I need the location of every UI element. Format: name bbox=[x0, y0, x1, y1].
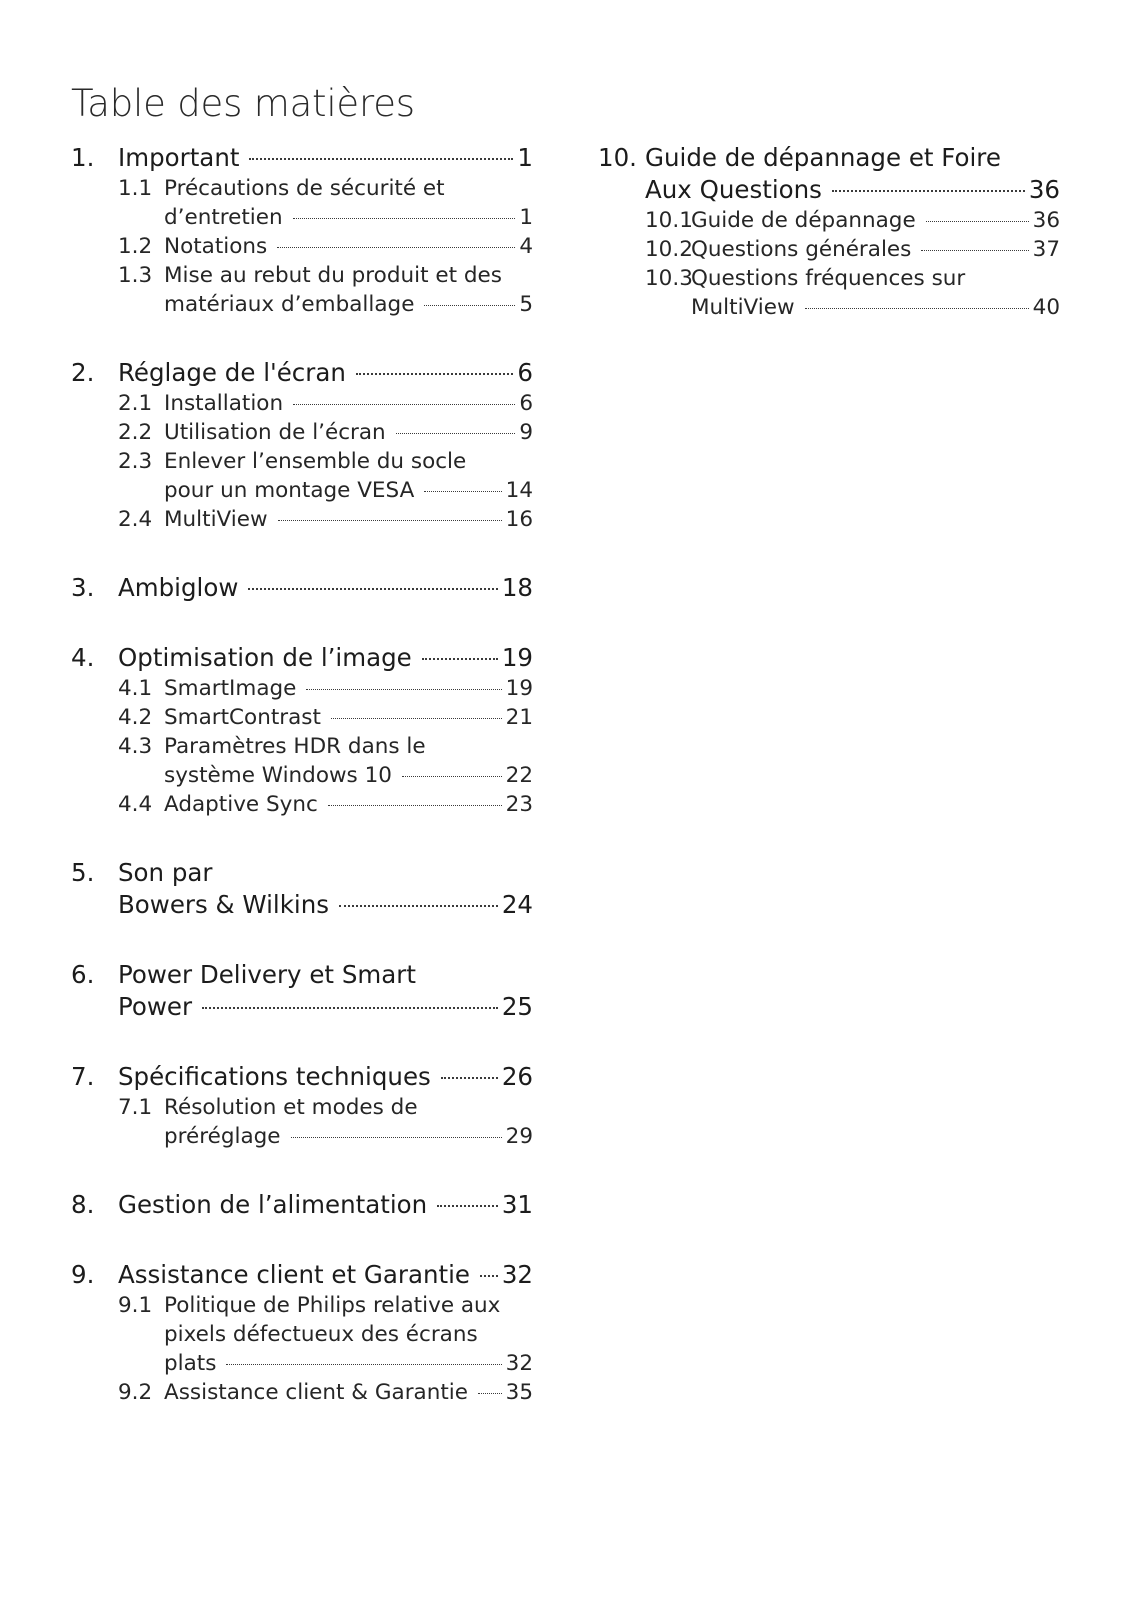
entry-last-line bbox=[164, 1349, 533, 1378]
entry-number: 1.3 bbox=[118, 263, 153, 288]
page-number: 14 bbox=[505, 478, 533, 503]
entry-number: 10.3 bbox=[645, 266, 693, 291]
toc-section bbox=[71, 642, 533, 819]
entry-number: 2. bbox=[71, 358, 95, 387]
page-number: 1 bbox=[519, 205, 533, 230]
entry-title-line: Paramètres HDR dans le bbox=[164, 734, 426, 759]
dot-leader bbox=[424, 491, 501, 492]
page-number: 37 bbox=[1032, 237, 1060, 262]
entry-last-line bbox=[118, 142, 533, 174]
dot-leader bbox=[306, 689, 501, 690]
dot-leader bbox=[402, 776, 502, 777]
entry-last-line bbox=[691, 235, 1060, 264]
dot-leader bbox=[202, 1007, 498, 1009]
page-number: 24 bbox=[501, 890, 533, 919]
toc-subentry[interactable] bbox=[598, 264, 1060, 322]
entry-title: Guide de dépannage bbox=[691, 208, 916, 233]
toc-entry[interactable] bbox=[71, 1189, 533, 1221]
page-number: 1 bbox=[517, 143, 533, 172]
dot-leader bbox=[424, 305, 515, 306]
entry-title: Utilisation de l’écran bbox=[164, 420, 386, 445]
dot-leader bbox=[248, 588, 497, 590]
toc-section bbox=[71, 357, 533, 534]
toc-right-column bbox=[598, 142, 1060, 360]
toc-section bbox=[71, 1259, 533, 1407]
entry-number: 2.4 bbox=[118, 507, 153, 532]
toc-subentry[interactable] bbox=[71, 418, 533, 447]
entry-last-line bbox=[118, 642, 533, 674]
entry-body bbox=[71, 1189, 533, 1221]
entry-title: Aux Questions bbox=[645, 175, 822, 204]
dot-leader bbox=[339, 905, 498, 907]
toc-subentry[interactable] bbox=[71, 389, 533, 418]
dot-leader bbox=[293, 404, 515, 405]
dot-leader bbox=[293, 218, 516, 219]
entry-last-line bbox=[118, 572, 533, 604]
dot-leader bbox=[278, 520, 502, 521]
page-number: 25 bbox=[501, 992, 533, 1021]
entry-last-line bbox=[164, 476, 533, 505]
entry-body bbox=[71, 142, 533, 174]
dot-leader bbox=[437, 1205, 498, 1207]
toc-subentry[interactable] bbox=[71, 790, 533, 819]
entry-title-line: Enlever l’ensemble du socle bbox=[164, 449, 467, 474]
entry-last-line bbox=[645, 174, 1060, 206]
dot-leader bbox=[832, 190, 1025, 192]
entry-title: Installation bbox=[164, 391, 284, 416]
entry-number: 4.2 bbox=[118, 705, 153, 730]
toc-entry[interactable] bbox=[71, 572, 533, 604]
dot-leader bbox=[291, 1137, 502, 1138]
toc-section bbox=[71, 572, 533, 604]
entry-body bbox=[71, 357, 533, 389]
entry-last-line bbox=[691, 293, 1060, 322]
dot-leader bbox=[480, 1275, 498, 1277]
dot-leader bbox=[478, 1393, 502, 1394]
entry-title: Important bbox=[118, 143, 240, 172]
entry-title-line: Questions fréquences sur bbox=[691, 266, 966, 291]
toc-subentry[interactable] bbox=[71, 1378, 533, 1407]
entry-last-line bbox=[118, 889, 533, 921]
page-number: 19 bbox=[505, 676, 533, 701]
entry-last-line bbox=[164, 761, 533, 790]
page-number: 9 bbox=[519, 420, 533, 445]
entry-last-line bbox=[164, 290, 533, 319]
dot-leader bbox=[396, 433, 516, 434]
toc-entry[interactable] bbox=[71, 1259, 533, 1291]
toc-subentry[interactable] bbox=[598, 235, 1060, 264]
toc-subentry[interactable] bbox=[598, 206, 1060, 235]
entry-last-line bbox=[164, 703, 533, 732]
page-number: 31 bbox=[501, 1190, 533, 1219]
page-number: 36 bbox=[1028, 175, 1060, 204]
entry-number: 7. bbox=[71, 1062, 95, 1091]
entry-body bbox=[71, 1259, 533, 1291]
toc-entry[interactable] bbox=[71, 142, 533, 174]
entry-last-line bbox=[164, 1378, 533, 1407]
entry-title: préréglage bbox=[164, 1124, 281, 1149]
entry-number: 5. bbox=[71, 858, 95, 887]
toc-subentry[interactable] bbox=[71, 732, 533, 790]
toc-subentry[interactable] bbox=[71, 703, 533, 732]
entry-last-line bbox=[164, 203, 533, 232]
entry-title-line: Résolution et modes de bbox=[164, 1095, 418, 1120]
entry-number: 2.3 bbox=[118, 449, 153, 474]
toc-subentry[interactable] bbox=[71, 232, 533, 261]
toc-entry[interactable] bbox=[71, 1061, 533, 1093]
toc-entry[interactable] bbox=[71, 959, 533, 1023]
dot-leader bbox=[328, 805, 502, 806]
entry-last-line bbox=[164, 505, 533, 534]
entry-title: Questions générales bbox=[691, 237, 912, 262]
entry-last-line bbox=[164, 790, 533, 819]
entry-title: Optimisation de l’image bbox=[118, 643, 412, 672]
entry-title: Gestion de l’alimentation bbox=[118, 1190, 428, 1219]
dot-leader bbox=[277, 247, 515, 248]
toc-entry[interactable] bbox=[598, 142, 1060, 206]
entry-number: 4.4 bbox=[118, 792, 153, 817]
entry-title-line: Guide de dépannage et Foire bbox=[645, 143, 1001, 172]
page-number: 4 bbox=[519, 234, 533, 259]
entry-last-line bbox=[118, 1061, 533, 1093]
entry-number: 2.2 bbox=[118, 420, 153, 445]
dot-leader bbox=[249, 158, 513, 160]
entry-title: pour un montage VESA bbox=[164, 478, 415, 503]
entry-title: MultiView bbox=[164, 507, 268, 532]
page-number: 21 bbox=[505, 705, 533, 730]
toc-entry[interactable] bbox=[71, 642, 533, 674]
toc-subentry[interactable] bbox=[71, 261, 533, 319]
entry-title: Power bbox=[118, 992, 193, 1021]
entry-last-line bbox=[118, 1259, 533, 1291]
entry-body bbox=[71, 857, 533, 921]
toc-subentry[interactable] bbox=[71, 505, 533, 534]
entry-last-line bbox=[164, 1122, 533, 1151]
entry-last-line bbox=[164, 389, 533, 418]
entry-number: 1. bbox=[71, 143, 95, 172]
entry-number: 4. bbox=[71, 643, 95, 672]
entry-title: d’entretien bbox=[164, 205, 283, 230]
toc-subentry[interactable] bbox=[71, 174, 533, 232]
toc-subentry[interactable] bbox=[71, 447, 533, 505]
entry-title: Notations bbox=[164, 234, 268, 259]
page-number: 35 bbox=[505, 1380, 533, 1405]
page-number: 22 bbox=[505, 763, 533, 788]
entry-number: 8. bbox=[71, 1190, 95, 1219]
entry-last-line bbox=[164, 418, 533, 447]
toc-section bbox=[71, 1189, 533, 1221]
entry-title-line: Politique de Philips relative aux bbox=[164, 1293, 501, 1318]
toc-section bbox=[71, 857, 533, 921]
toc-entry[interactable] bbox=[71, 357, 533, 389]
entry-number: 10. bbox=[598, 143, 637, 172]
entry-title: Réglage de l'écran bbox=[118, 358, 346, 387]
toc-section bbox=[71, 142, 533, 319]
toc-section bbox=[71, 1061, 533, 1151]
entry-title: MultiView bbox=[691, 295, 795, 320]
page-number: 32 bbox=[501, 1260, 533, 1289]
toc-section bbox=[71, 959, 533, 1023]
toc-entry[interactable] bbox=[71, 857, 533, 921]
dot-leader bbox=[441, 1077, 498, 1079]
page-number: 5 bbox=[519, 292, 533, 317]
entry-number: 9.2 bbox=[118, 1380, 153, 1405]
dot-leader bbox=[926, 221, 1029, 222]
entry-number: 9.1 bbox=[118, 1293, 153, 1318]
entry-title-line: pixels défectueux des écrans bbox=[164, 1322, 478, 1347]
entry-body bbox=[71, 642, 533, 674]
page-title: Table des matières bbox=[71, 82, 415, 125]
entry-number: 3. bbox=[71, 573, 95, 602]
page-number: 23 bbox=[505, 792, 533, 817]
entry-last-line bbox=[118, 991, 533, 1023]
entry-title-line: Power Delivery et Smart bbox=[118, 960, 416, 989]
dot-leader bbox=[805, 308, 1029, 309]
entry-body bbox=[598, 142, 1060, 206]
page-number: 6 bbox=[517, 358, 533, 387]
page-number: 16 bbox=[505, 507, 533, 532]
page-number: 19 bbox=[501, 643, 533, 672]
entry-number: 10.2 bbox=[645, 237, 693, 262]
entry-title: SmartImage bbox=[164, 676, 297, 701]
page-number: 32 bbox=[505, 1351, 533, 1376]
entry-last-line bbox=[118, 357, 533, 389]
toc-section bbox=[598, 142, 1060, 322]
page-number: 18 bbox=[501, 573, 533, 602]
entry-title: Assistance client et Garantie bbox=[118, 1260, 470, 1289]
entry-title-line: Mise au rebut du produit et des bbox=[164, 263, 502, 288]
page-number: 36 bbox=[1032, 208, 1060, 233]
entry-title: SmartContrast bbox=[164, 705, 321, 730]
entry-number: 1.1 bbox=[118, 176, 153, 201]
page-number: 29 bbox=[505, 1124, 533, 1149]
page-number: 40 bbox=[1032, 295, 1060, 320]
entry-title: Ambiglow bbox=[118, 573, 239, 602]
entry-title: Adaptive Sync bbox=[164, 792, 318, 817]
entry-title-line: Précautions de sécurité et bbox=[164, 176, 445, 201]
toc-subentry[interactable] bbox=[71, 674, 533, 703]
entry-last-line bbox=[164, 232, 533, 261]
dot-leader bbox=[226, 1364, 501, 1365]
entry-last-line bbox=[118, 1189, 533, 1221]
page-number: 26 bbox=[501, 1062, 533, 1091]
entry-number: 9. bbox=[71, 1260, 95, 1289]
entry-title: système Windows 10 bbox=[164, 763, 392, 788]
dot-leader bbox=[331, 718, 502, 719]
toc-left-column bbox=[71, 142, 533, 1445]
entry-body bbox=[71, 1061, 533, 1093]
entry-number: 2.1 bbox=[118, 391, 153, 416]
entry-title: Spécifications techniques bbox=[118, 1062, 431, 1091]
entry-number: 1.2 bbox=[118, 234, 153, 259]
entry-title: plats bbox=[164, 1351, 217, 1376]
entry-title-line: Son par bbox=[118, 858, 213, 887]
entry-last-line bbox=[164, 674, 533, 703]
toc-subentry[interactable] bbox=[71, 1093, 533, 1151]
page-number: 6 bbox=[519, 391, 533, 416]
entry-number: 4.1 bbox=[118, 676, 153, 701]
entry-number: 4.3 bbox=[118, 734, 153, 759]
entry-last-line bbox=[691, 206, 1060, 235]
entry-number: 6. bbox=[71, 960, 95, 989]
entry-title: Bowers & Wilkins bbox=[118, 890, 330, 919]
toc-subentry[interactable] bbox=[71, 1291, 533, 1378]
entry-title: Assistance client & Garantie bbox=[164, 1380, 468, 1405]
dot-leader bbox=[921, 250, 1028, 251]
entry-title: matériaux d’emballage bbox=[164, 292, 415, 317]
entry-number: 10.1 bbox=[645, 208, 693, 233]
entry-body bbox=[71, 572, 533, 604]
entry-body bbox=[71, 959, 533, 1023]
entry-number: 7.1 bbox=[118, 1095, 153, 1120]
dot-leader bbox=[356, 373, 514, 375]
dot-leader bbox=[422, 658, 498, 660]
